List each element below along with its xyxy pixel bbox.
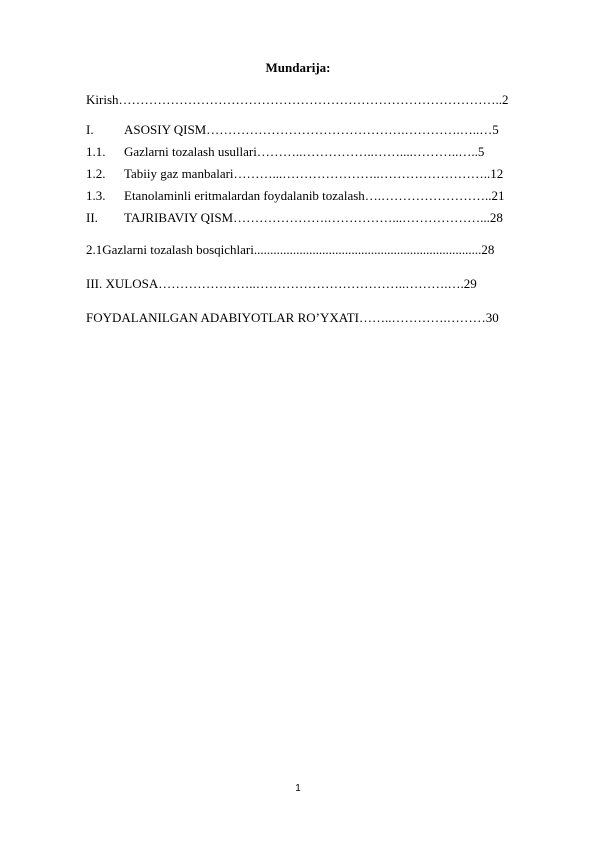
toc-entry-text: III. XULOSA…………………..……………………………..……….….29 xyxy=(86,276,477,291)
toc-entry-number: II. xyxy=(86,210,98,225)
toc-entry-text: 2.1Gazlarni tozalash bosqichlari......................................................................28 xyxy=(86,242,495,257)
toc-entry-2-1 xyxy=(86,242,528,258)
page-title: Mundarija: xyxy=(265,60,331,75)
toc-entry-1-3 xyxy=(86,188,528,204)
toc-entry-number: 1.1. xyxy=(86,144,106,159)
toc-entry-number: 1.2. xyxy=(86,166,106,181)
toc-entry-text: Etanolaminli eritmalardan foydalanib tozalash….……………………..21 xyxy=(124,188,505,203)
toc-entry-1-1 xyxy=(86,144,528,160)
toc-entry-text: ASOSIY QISM……………………………………….………….…..…5 xyxy=(124,122,499,137)
toc-entry-text: TAJRIBAVIY QISM………………….……………...………………...28 xyxy=(124,210,503,225)
toc-entry-xulosa xyxy=(86,276,528,292)
toc-entry-text: Gazlarni tozalash usullari………..……………..……....………..…..5 xyxy=(124,144,485,159)
toc-entry-text: Tabiiy gaz manbalari………...…………………..……………………..12 xyxy=(124,166,504,181)
toc-entry-asosiy-qism xyxy=(86,122,528,138)
toc-entry-text: FOYDALANILGAN ADABIYOTLAR RO’YXATI……..………….………30 xyxy=(86,310,499,325)
toc-entry-kirish xyxy=(86,92,528,108)
page-number: 1 xyxy=(295,783,301,794)
toc-entry-1-2 xyxy=(86,166,528,182)
toc-entry-text: Kirish……………………………………………………………………………..2 xyxy=(86,92,509,107)
toc-entry-number: I. xyxy=(86,122,94,137)
toc-entry-number: 1.3. xyxy=(86,188,106,203)
toc-entry-tajribaviy-qism xyxy=(86,210,528,226)
toc-entry-adabiyotlar xyxy=(86,310,528,326)
